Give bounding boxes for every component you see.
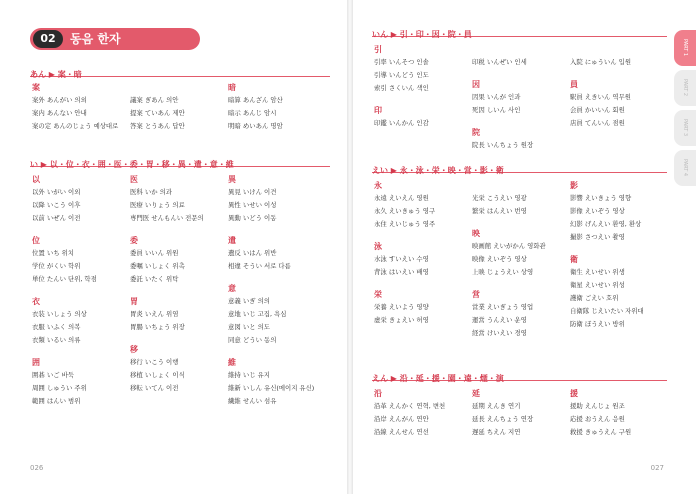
- vocab-entry: 駅員 えきいん 역무원: [570, 93, 631, 101]
- kanji-group: [32, 357, 97, 408]
- vocab-entry: 救援 きゅうえん 구원: [570, 428, 632, 436]
- vocab-entry: 異見 いけん 이견: [228, 188, 277, 196]
- vocab-entry: 範囲 はんい 범위: [32, 397, 81, 405]
- vocab-entry: 明暗 めいあん 명암: [228, 122, 283, 130]
- vocab-entry: 委託 いたく 위탁: [130, 275, 179, 283]
- part-tab-4[interactable]: PART 4: [674, 150, 696, 186]
- kanji-group: [228, 174, 314, 225]
- vocab-entry: 案外 あんがい 의외: [32, 96, 87, 104]
- kanji-group: [32, 174, 97, 225]
- vocab-entry: 栄養 えいよう 영양: [374, 303, 429, 311]
- vocab-entry: 延期 えんき 연기: [472, 402, 521, 410]
- vocab-entry: 案の定 あんのじょう 예상대로: [32, 122, 119, 130]
- section-header: [372, 366, 667, 381]
- vocab-entry: 影像 えいぞう 영상: [570, 207, 625, 215]
- vocab-entry: 異動 いどう 이동: [228, 214, 277, 222]
- vocab-entry: 学位 がくい 학위: [32, 262, 81, 270]
- kanji-group: [228, 357, 314, 408]
- vocab-entry: 幻影 げんえい 환영, 환상: [570, 220, 642, 228]
- section-title: えん ▶ 沿・延・援・園・遠・煙・演: [372, 374, 504, 383]
- kanji-heading: 引: [374, 45, 382, 54]
- vocab-entry: 繁栄 はんえい 번영: [472, 207, 527, 215]
- entry-column: [374, 44, 429, 140]
- kanji-heading: 影: [570, 181, 578, 190]
- kanji-heading: 援: [570, 389, 578, 398]
- vocab-entry: 引率 いんそつ 인솔: [374, 58, 429, 66]
- vocab-entry: 以外 いがい 이외: [32, 188, 81, 196]
- kanji-heading: 泳: [374, 242, 382, 251]
- chapter-banner: [30, 28, 200, 50]
- kanji-heading: 院: [472, 128, 480, 137]
- vocab-entry: 映画館 えいがかん 영화관: [472, 242, 546, 250]
- kanji-group: [374, 180, 435, 231]
- entry-column: [374, 388, 445, 449]
- vocab-entry: 店員 てんいん 점원: [570, 119, 625, 127]
- vocab-entry: 移行 いこう 이행: [130, 358, 179, 366]
- vocab-entry: 索引 さくいん 색인: [374, 84, 429, 92]
- vocab-entry: 囲碁 いご 바둑: [32, 371, 74, 379]
- part-tab-2[interactable]: PART 2: [674, 70, 696, 106]
- vocab-entry: 虚栄 きょえい 허영: [374, 316, 429, 324]
- kanji-heading: 胃: [130, 297, 138, 306]
- entry-column: [570, 44, 631, 140]
- vocab-entry: 胃腸 いちょう 위장: [130, 323, 185, 331]
- vocab-entry: 沿革 えんかく 연혁, 변천: [374, 402, 446, 410]
- section-header: [30, 152, 330, 167]
- vocab-entry: 医療 いりょう 의료: [130, 201, 185, 209]
- entry-column: [130, 82, 185, 143]
- vocab-entry: 院長 いんちょう 원장: [472, 141, 534, 149]
- vocab-entry: 水泳 すいえい 수영: [374, 255, 429, 263]
- chapter-number: 02: [33, 30, 63, 48]
- vocab-entry: 以降 いこう 이후: [32, 201, 81, 209]
- kanji-heading: 意: [228, 284, 236, 293]
- vocab-entry: 委嘱 いしょく 위촉: [130, 262, 185, 270]
- vocab-entry: 意図 いと 의도: [228, 323, 270, 331]
- kanji-heading: 移: [130, 345, 138, 354]
- entry-column: [472, 180, 546, 350]
- kanji-group: [374, 44, 429, 95]
- vocab-entry: 応援 おうえん 응원: [570, 415, 625, 423]
- kanji-group: [472, 127, 533, 152]
- vocab-entry: 延長 えんちょう 연장: [472, 415, 534, 423]
- vocab-entry: 撮影 さつえい 촬영: [570, 233, 625, 241]
- kanji-group: [32, 296, 97, 347]
- vocab-entry: 運営 うんえい 운영: [472, 316, 527, 324]
- vocab-entry: 経営 けいえい 경영: [472, 329, 527, 337]
- kanji-heading: 衣: [32, 297, 40, 306]
- vocab-entry: 背泳 はいえい 배영: [374, 268, 429, 276]
- vocab-entry: 衣装 いしょう 의상: [32, 310, 87, 318]
- vocab-entry: 胃炎 いえん 위염: [130, 310, 179, 318]
- kanji-group: [228, 283, 314, 347]
- kanji-group: [472, 289, 546, 340]
- vocab-entry: 沿岸 えんがん 연안: [374, 415, 429, 423]
- kanji-group: [32, 235, 97, 286]
- chapter-title: 동음 한자: [70, 32, 121, 46]
- vocab-entry: 位置 いち 위치: [32, 249, 74, 257]
- vocab-entry: 提案 ていあん 제안: [130, 109, 185, 117]
- kanji-heading: 永: [374, 181, 382, 190]
- kanji-heading: 維: [228, 358, 236, 367]
- entry-column: [32, 174, 97, 418]
- kanji-heading: 以: [32, 175, 40, 184]
- kanji-group: [32, 82, 118, 133]
- vocab-entry: 光栄 こうえい 영광: [472, 194, 527, 202]
- kanji-group: [374, 289, 435, 327]
- kanji-heading: 印: [374, 106, 382, 115]
- vocab-entry: 防衛 ぼうえい 방위: [570, 320, 625, 328]
- vocab-entry: 衛星 えいせい 위성: [570, 281, 625, 289]
- kanji-heading: 因: [472, 80, 480, 89]
- vocab-entry: 医科 いか 의과: [130, 188, 172, 196]
- kanji-heading: 営: [472, 290, 480, 299]
- entry-column: [228, 174, 314, 418]
- kanji-group: [570, 180, 644, 244]
- page-number: 026: [30, 464, 44, 472]
- vocab-entry: 維新 いしん 유신(메이지 유신): [228, 384, 315, 392]
- vocab-entry: 会員 かいいん 회원: [570, 106, 625, 114]
- vocab-entry: 移転 いてん 이전: [130, 384, 179, 392]
- entry-column: [130, 174, 204, 405]
- entry-column: [472, 44, 533, 162]
- vocab-entry: 自衛隊 じえいたい 자위대: [570, 307, 644, 315]
- vocab-entry: 永久 えいきゅう 영구: [374, 207, 436, 215]
- kanji-heading: 異: [228, 175, 236, 184]
- kanji-heading: 延: [472, 389, 480, 398]
- kanji-heading: 員: [570, 80, 578, 89]
- vocab-entry: 暗示 あんじ 암시: [228, 109, 277, 117]
- kanji-group: [570, 254, 644, 331]
- vocab-entry: 印税 いんぜい 인세: [472, 58, 527, 66]
- kanji-group: [374, 241, 435, 279]
- section-title: あん ▶ 案・暗: [30, 70, 82, 79]
- kanji-group: [130, 174, 204, 225]
- vocab-entry: 映像 えいぞう 영상: [472, 255, 527, 263]
- vocab-entry: 永遠 えいえん 영원: [374, 194, 429, 202]
- vocab-entry: 以前 いぜん 이전: [32, 214, 81, 222]
- page-number: 027: [650, 464, 664, 472]
- kanji-heading: 案: [32, 83, 40, 92]
- vocab-entry: 永住 えいじゅう 영주: [374, 220, 436, 228]
- vocab-entry: 意地 いじ 고집, 욕심: [228, 310, 287, 318]
- kanji-group: [374, 388, 445, 439]
- vocab-entry: 周囲 しゅうい 주위: [32, 384, 87, 392]
- vocab-entry: 死因 しいん 사인: [472, 106, 521, 114]
- kanji-group: [228, 235, 314, 273]
- entry-column: [374, 180, 435, 337]
- vocab-entry: 沿線 えんせん 연선: [374, 428, 429, 436]
- vocab-entry: 暗算 あんざん 암산: [228, 96, 283, 104]
- vocab-entry: 遺反 いはん 위반: [228, 249, 277, 257]
- kanji-group: [472, 79, 533, 117]
- kanji-heading: 暗: [228, 83, 236, 92]
- entry-column: [32, 82, 118, 143]
- kanji-group: [130, 235, 204, 286]
- section-header: [372, 158, 667, 173]
- kanji-group: [472, 228, 546, 279]
- section-header: [30, 62, 330, 77]
- kanji-group: [472, 44, 533, 69]
- vocab-entry: 護衛 ごえい 호위: [570, 294, 619, 302]
- vocab-entry: 移植 いしょく 이식: [130, 371, 185, 379]
- kanji-group: [228, 82, 283, 133]
- section-title: いん ▶ 引・印・因・院・員: [372, 30, 472, 39]
- vocab-entry: 繊維 せんい 섬유: [228, 397, 277, 405]
- vocab-entry: 援助 えんじょ 원조: [570, 402, 625, 410]
- kanji-group: [472, 388, 533, 439]
- section-title: い ▶ 以・位・衣・囲・医・委・胃・移・異・遺・意・維: [30, 160, 234, 169]
- vocab-entry: 衛生 えいせい 위생: [570, 268, 625, 276]
- vocab-entry: 衣服 いふく 의복: [32, 323, 81, 331]
- vocab-entry: 維持 いじ 유지: [228, 371, 270, 379]
- vocab-entry: 単位 たんい 단위, 학점: [32, 275, 97, 283]
- vocab-entry: 影響 えいきょう 영향: [570, 194, 632, 202]
- kanji-heading: 栄: [374, 290, 382, 299]
- page-gutter: [347, 0, 353, 494]
- kanji-heading: 位: [32, 236, 40, 245]
- right-page: [350, 0, 700, 494]
- vocab-entry: 上映 じょうえい 상영: [472, 268, 534, 276]
- part-tab-1[interactable]: PART 1: [674, 30, 696, 66]
- vocab-entry: 意義 いぎ 의의: [228, 297, 270, 305]
- vocab-entry: 衣類 いるい 의류: [32, 336, 81, 344]
- vocab-entry: 相違 そうい 서로 다름: [228, 262, 291, 270]
- kanji-group: [130, 344, 204, 395]
- entry-column: [570, 388, 631, 449]
- vocab-entry: 答案 とうあん 답안: [130, 122, 185, 130]
- kanji-group: [130, 296, 204, 334]
- section-header: [372, 22, 667, 37]
- kanji-heading: 衛: [570, 255, 578, 264]
- part-tab-3[interactable]: PART 3: [674, 110, 696, 146]
- vocab-entry: 入院 にゅういん 입원: [570, 58, 632, 66]
- kanji-group: [374, 105, 429, 130]
- entry-column: [228, 82, 283, 143]
- entry-column: [472, 388, 533, 449]
- vocab-entry: 議案 ぎあん 의안: [130, 96, 179, 104]
- kanji-heading: 囲: [32, 358, 40, 367]
- section-title: えい ▶ 永・泳・栄・映・営・影・衛: [372, 166, 504, 175]
- vocab-entry: 印鑑 いんかん 인감: [374, 119, 429, 127]
- vocab-entry: 委員 いいん 위원: [130, 249, 179, 257]
- kanji-group: [130, 82, 185, 133]
- kanji-group: [570, 79, 631, 130]
- vocab-entry: 遅延 ちえん 지연: [472, 428, 521, 436]
- kanji-heading: 沿: [374, 389, 382, 398]
- vocab-entry: 専門医 せんもんい 전문의: [130, 214, 204, 222]
- kanji-group: [570, 44, 631, 69]
- kanji-heading: 委: [130, 236, 138, 245]
- entry-column: [570, 180, 644, 341]
- vocab-entry: 引導 いんどう 인도: [374, 71, 429, 79]
- kanji-heading: 遺: [228, 236, 236, 245]
- kanji-heading: 医: [130, 175, 138, 184]
- vocab-entry: 異性 いせい 이성: [228, 201, 277, 209]
- kanji-group: [570, 388, 631, 439]
- vocab-entry: 案内 あんない 안내: [32, 109, 87, 117]
- vocab-entry: 同意 どうい 동의: [228, 336, 277, 344]
- kanji-group: [472, 180, 546, 218]
- vocab-entry: 因果 いんが 인과: [472, 93, 521, 101]
- kanji-heading: 映: [472, 229, 480, 238]
- vocab-entry: 営業 えいぎょう 영업: [472, 303, 534, 311]
